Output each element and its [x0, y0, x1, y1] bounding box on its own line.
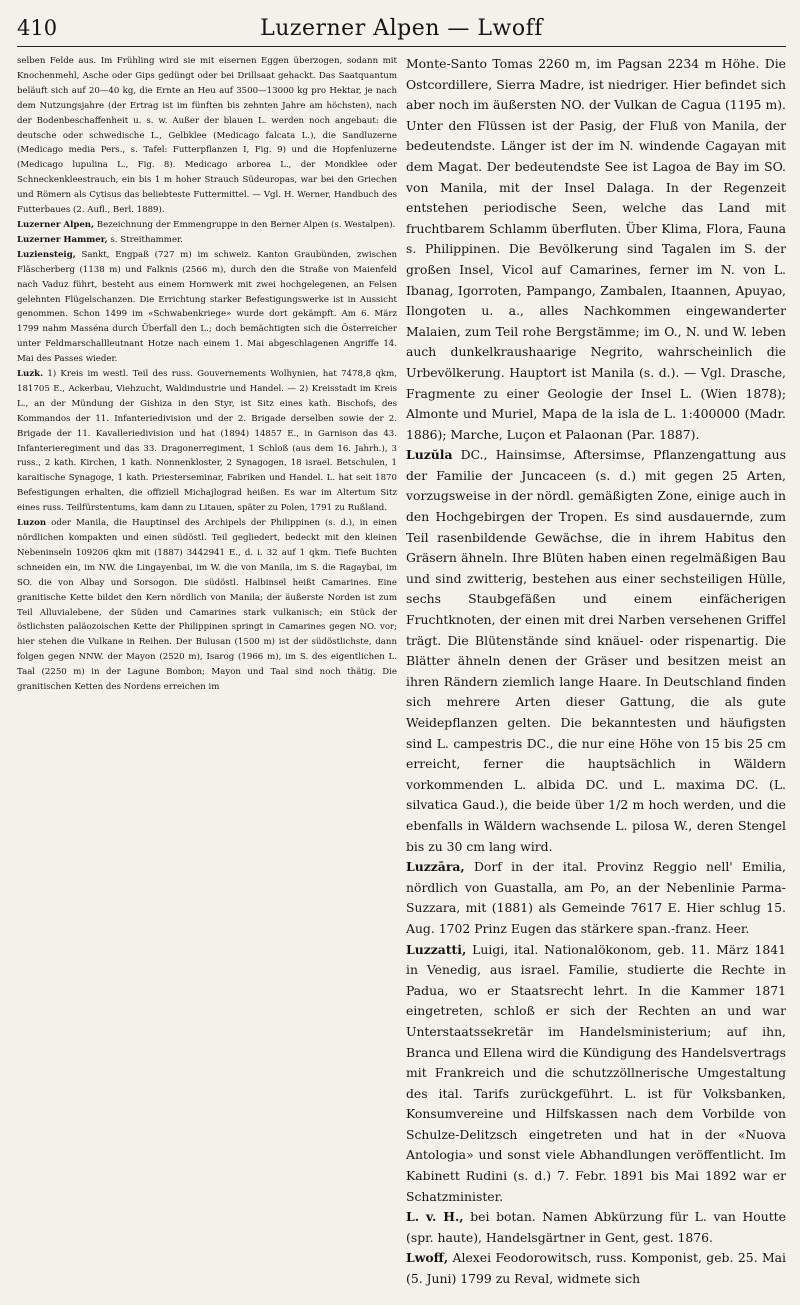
entry-lemma: Luzzatti,	[406, 941, 467, 957]
entry-text: Monte-Santo Tomas 2260 m, im Pagsan 2234 m Höhe. Die Ostcordillere, Sierra Madre, ist niedriger. Hier befindet sich aber noch im äußersten NO. der Vulkan de Cagua (1195 m). Unter den Flüssen ist der Pasig, der Fluß von Manila, der bedeutendste. Länger ist der im N. windende Cagayan mit dem Magat. Der bedeutendste See ist Lagoa de Bay im SO. von Manila, mit der Insel Dalaga. In der Regenzeit entstehen periodische Seen, welche das Land mit fruchtbarem Schlamm überfluten. Über Klima, Flora, Fauna s. Philippinen. Die Bevölkerung sind Tagalen im S. der großen Insel, Vicol auf Camarines, ferner im N. von L. Ibanag, Igorroten, Pampango, Zambalen, Itaannen, Apuyao, Ilongoten u. a., alles Nachkommen eingewanderter Malaien, zum Teil rohe Bergstämme; im O., N. und W. leben auch dunkelkraushaarige Negrito, wahrscheinlich die Urbevölkerung. Hauptort ist Manila (s. d.). — Vgl. Drasche, Fragmente zu einer Geologie der Insel L. (Wien 1878); Almonte und Muriel, Mapa de la isla de L. 1:400000 (Madr. 1886); Marche, Luçon et Palaonan (Par. 1887).	[406, 56, 786, 442]
page-number: 410	[17, 16, 58, 40]
left-column	[17, 54, 397, 1290]
text-columns	[17, 54, 786, 1290]
entry-lemma: L. v. H.,	[406, 1209, 464, 1225]
entry	[406, 857, 786, 939]
entry	[17, 233, 397, 248]
entry-lemma: Luzŭla	[406, 447, 453, 463]
entry-lemma: Luzk.	[17, 369, 44, 380]
entry	[17, 516, 397, 695]
entry-lemma: Luzerner Hammer,	[17, 234, 108, 245]
right-column	[406, 54, 786, 1290]
entry-lemma: Luzerner Alpen,	[17, 219, 95, 230]
entry	[406, 445, 786, 857]
entry	[406, 54, 786, 445]
entry-text: Sankt, Engpaß (727 m) im schweiz. Kanton Graubünden, zwischen Fläscherberg (1138 m) und Falknis (2566 m), durch den die Straße von Maienfeld nach Vaduz führt, besteht aus einem Hornwerk mit zwei hochgelegenen, an Felsen gelehnten Flügelschanzen. Die Errichtung starker Befestigungswerke ist in Aussicht genommen. Schon 1499 im «Schwabenkriege» wurde dort gekämpft. Am 6. März 1799 nahm Masséna durch Überfall den L.; doch bemächtigten sich die Österreicher unter Feldmarschallleutnant Hotze nach einem 1. Mai abgeschlagenen Angriffe 14. Mai des Passes wieder.	[17, 249, 397, 365]
entry	[17, 367, 397, 516]
entry-text: bei botan. Namen Abkürzung für L. van Houtte (spr. haute), Handelsgärtner in Gent, gest. 1876.	[406, 1209, 786, 1245]
entry	[17, 248, 397, 367]
entry-lemma: Luziensteig,	[17, 249, 76, 260]
entry-text: Luigi, ital. Nationalökonom, geb. 11. März 1841 in Venedig, aus israel. Familie, studierte die Rechte in Padua, wo er Staatsrecht lehrt. In die Kammer 1871 eingetreten, schloß er sich der Rechten an und war Unterstaatssekretär im Handelsministerium; auf ihn, Branca und Ellena wird die Kündigung des Handelsvertrags mit Frankreich und die schutzzöllnerische Umgestaltung des ital. Tarifs zurückgeführt. L. ist für Volksbanken, Konsumvereine und Hilfskassen nach dem Vorbilde von Schulze-Delitzsch eingetreten und hat in der «Nuova Antologia» und sonst viele Abhandlungen veröffentlicht. Im Kabinett Rudini (s. d.) 7. Febr. 1891 bis Mai 1892 war er Schatzminister.	[406, 941, 786, 1204]
entry-text: selben Felde aus. Im Frühling wird sie mit eisernen Eggen überzogen, sodann mit Knochenmehl, Asche oder Gips gedüngt oder bei Drillsaat gehackt. Das Saatquantum beläuft sich auf 20—40 kg, die Ernte an Heu auf 3500—13000 kg pro Hektar, je nach dem Nutzungsjahre (der Ertrag ist im fünften bis zehnten Jahre am höchsten), nach der Bodenbeschaffenheit u. s. w. Außer der blauen L. werden noch angebaut: die deutsche oder schwedische L., Gelbklee (Medicago falcata L.), die Sandluzerne (Medicago media Pers., s. Tafel: Futterpflanzen I, Fig. 9) und die Hopfenluzerne (Medicago lupulina L., Fig. 8). Medicago arborea L., der Mondklee oder Schneckenkleestrauch, ein bis 1 m hoher Strauch Südeuropas, war bei den Griechen und Römern als Cytisus das beliebteste Futtermittel. — Vgl. H. Werner, Handbuch des Futterbaues (2. Aufl., Berl. 1889).	[17, 56, 397, 216]
entry-lemma: Luzon	[17, 518, 47, 529]
entry-lemma: Lwoff,	[406, 1250, 449, 1266]
entry	[406, 1207, 786, 1248]
entry	[17, 54, 397, 218]
entry-text: oder Manila, die Hauptinsel des Archipels der Philippinen (s. d.), in einen nördlichen kompakten und einen südöstl. Teil gegliedert, bedeckt mit den kleinen Nebeninseln 109206 qkm mit (1887) 3442941 E., d. i. 32 auf 1 qkm. Tiefe Buchten schneiden ein, im NW. die Lingayenbai, im W. die von Manila, im S. die Ragaybai, im SO. die von Albay und Sorsogon. Die südöstl. Halbinsel heißt Camarines. Eine granitische Kette bildet den Kern nördlich von Manila; der äußerste Norden ist zum Teil Alluvialebene, der Süden und Camarines stark vulkanisch; ein Stück der östlichsten paläozoischen Kette der Philippinen springt in Camarines gegen NO. vor; hier stehen die Vulkane in Reihen. Der Bulusan (1500 m) ist der südöstlichste, dann folgen gegen NNW. der Mayon (2520 m), Isarog (1966 m), im S. des eigentlichen L. Taal (2250 m) in der Lagune Bombon; Mayon und Taal sind noch thätig. Die granitischen Ketten des Nordens erreichen im	[17, 518, 397, 693]
entry-text: 1) Kreis im westl. Teil des russ. Gouvernements Wolhynien, hat 7478,8 qkm, 181705 E., Ackerbau, Viehzucht, Waldindustrie und Handel. — 2) Kreisstadt im Kreis L., an der Mündung der Gishiza in den Styr, ist Sitz eines kath. Bischofs, des Kommandos der 11. Infanteriedivision und der 2. Brigade derselben sowie der 2. Brigade der 11. Kavalleriedivision und hat (1894) 14857 E., in Garnison das 43. Infanterieregiment und das 33. Dragonerregiment, 1 Schloß (aus dem 16. Jahrh.), 3 russ., 2 kath. Kirchen, 1 kath. Nonnenkloster, 2 Synagogen, 18 israel. Betschulen, 1 karaitische Synagoge, 1 kath. Priesterseminar, Fabriken und Handel. L. hat seit 1870 Befestigungen erhalten, die offiziell Michajlograd heißen. Es war im Altertum Sitz eines russ. Teilfürstentums, kam dann zu Litauen, später zu Polen, 1791 zu Rußland.	[17, 369, 397, 514]
entry-lemma: Luzzāra,	[406, 859, 465, 875]
entry-text: s. Streithammer.	[107, 234, 183, 245]
entry-text: Alexei Feodorowitsch, russ. Komponist, geb. 25. Mai (5. Juni) 1799 zu Reval, widmete sich	[406, 1250, 786, 1287]
running-head: Luzerner Alpen — Lwoff	[260, 16, 543, 41]
entry-text: DC., Hainsimse, Aftersimse, Pflanzengattung aus der Familie der Juncaceen (s. d.) mit gegen 25 Arten, vorzugsweise in der nördl. gemäßigten Zone, einige auch in den Hochgebirgen der Tropen. Es sind ausdauernde, zum Teil rasenbildende Gewächse, die in ihrem Habitus den Gräsern ähneln. Ihre Blüten haben einen regelmäßigen Bau und sind zwitterig, bestehen aus einer sechsteiligen Hülle, sechs Staubgefäßen und einem einfächerigen Fruchtknoten, der einen mit drei Narben versehenen Griffel trägt. Die Blütenstände sind knäuel- oder rispenartig. Die Blätter ähneln denen der Gräser und besitzen meist an ihren Rändern ziemlich lange Haare. In Deutschland finden sich mehrere Arten dieser Gattung, die als gute Weidepflanzen gelten. Die bekanntesten und häufigsten sind L. campestris DC., die nur eine Höhe von 15 bis 25 cm erreicht, ferner die hauptsächlich in Wäldern vorkommenden L. albida DC. und L. maxima DC. (L. silvatica Gaud.), die beide über 1/2 m hoch werden, und die ebenfalls in Wäldern wachsende L. pilosa W., deren Stengel bis zu 30 cm lang wird.	[406, 447, 786, 854]
entry-text: Dorf in der ital. Provinz Reggio nell' Emilia, nördlich von Guastalla, am Po, an der Nebenlinie Parma-Suzzara, mit (1881) als Gemeinde 7617 E. Hier schlug 15. Aug. 1702 Prinz Eugen das stärkere span.-franz. Heer.	[406, 859, 786, 936]
entry-text: Bezeichnung der Emmengruppe in den Berner Alpen (s. Westalpen).	[94, 219, 396, 230]
entry	[17, 218, 397, 233]
entry	[406, 1248, 786, 1289]
entry	[406, 940, 786, 1208]
page-header	[17, 16, 786, 47]
